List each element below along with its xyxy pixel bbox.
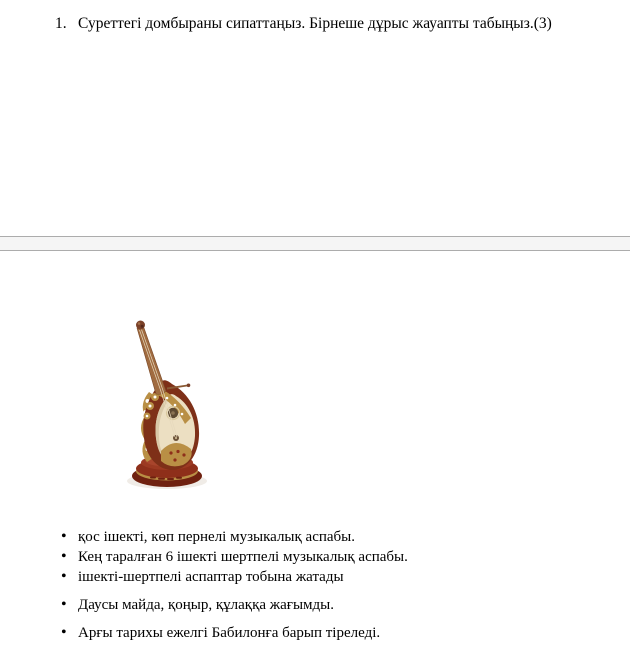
answer-item-4 <box>60 595 605 615</box>
bridge-dot-center <box>175 437 177 439</box>
answer-item-1 <box>60 527 605 547</box>
dombra-illustration <box>95 308 245 493</box>
answer-item-3 <box>60 567 605 587</box>
sound-hole-center <box>171 411 175 415</box>
answer-item-2 <box>60 547 605 567</box>
answer-text: ішекті-шертпелі аспаптар тобына жатады <box>78 569 344 585</box>
answer-text: Арғы тарихы ежелгі Бабилонға барып тіреледі. <box>78 625 381 641</box>
page-break-divider <box>0 236 630 251</box>
question-text: Суреттегі домбыраны сипаттаңыз. Бірнеше дұрыс жауапты табыңыз.(3) <box>78 15 552 32</box>
neck <box>137 327 166 394</box>
headstock-knob <box>136 321 145 330</box>
answer-item-5 <box>60 623 605 643</box>
answer-text: қос ішекті, көп пернелі музыкалық аспабы. <box>78 529 356 545</box>
question-number: 1. <box>55 15 67 32</box>
answer-list <box>60 527 605 643</box>
answer-text: Даусы майда, қоңыр, құлаққа жағымды. <box>78 597 334 613</box>
question-line <box>55 14 552 33</box>
dombra-image <box>95 308 245 493</box>
answer-text: Кең таралған 6 ішекті шертпелі музыкалық аспабы. <box>78 549 408 565</box>
